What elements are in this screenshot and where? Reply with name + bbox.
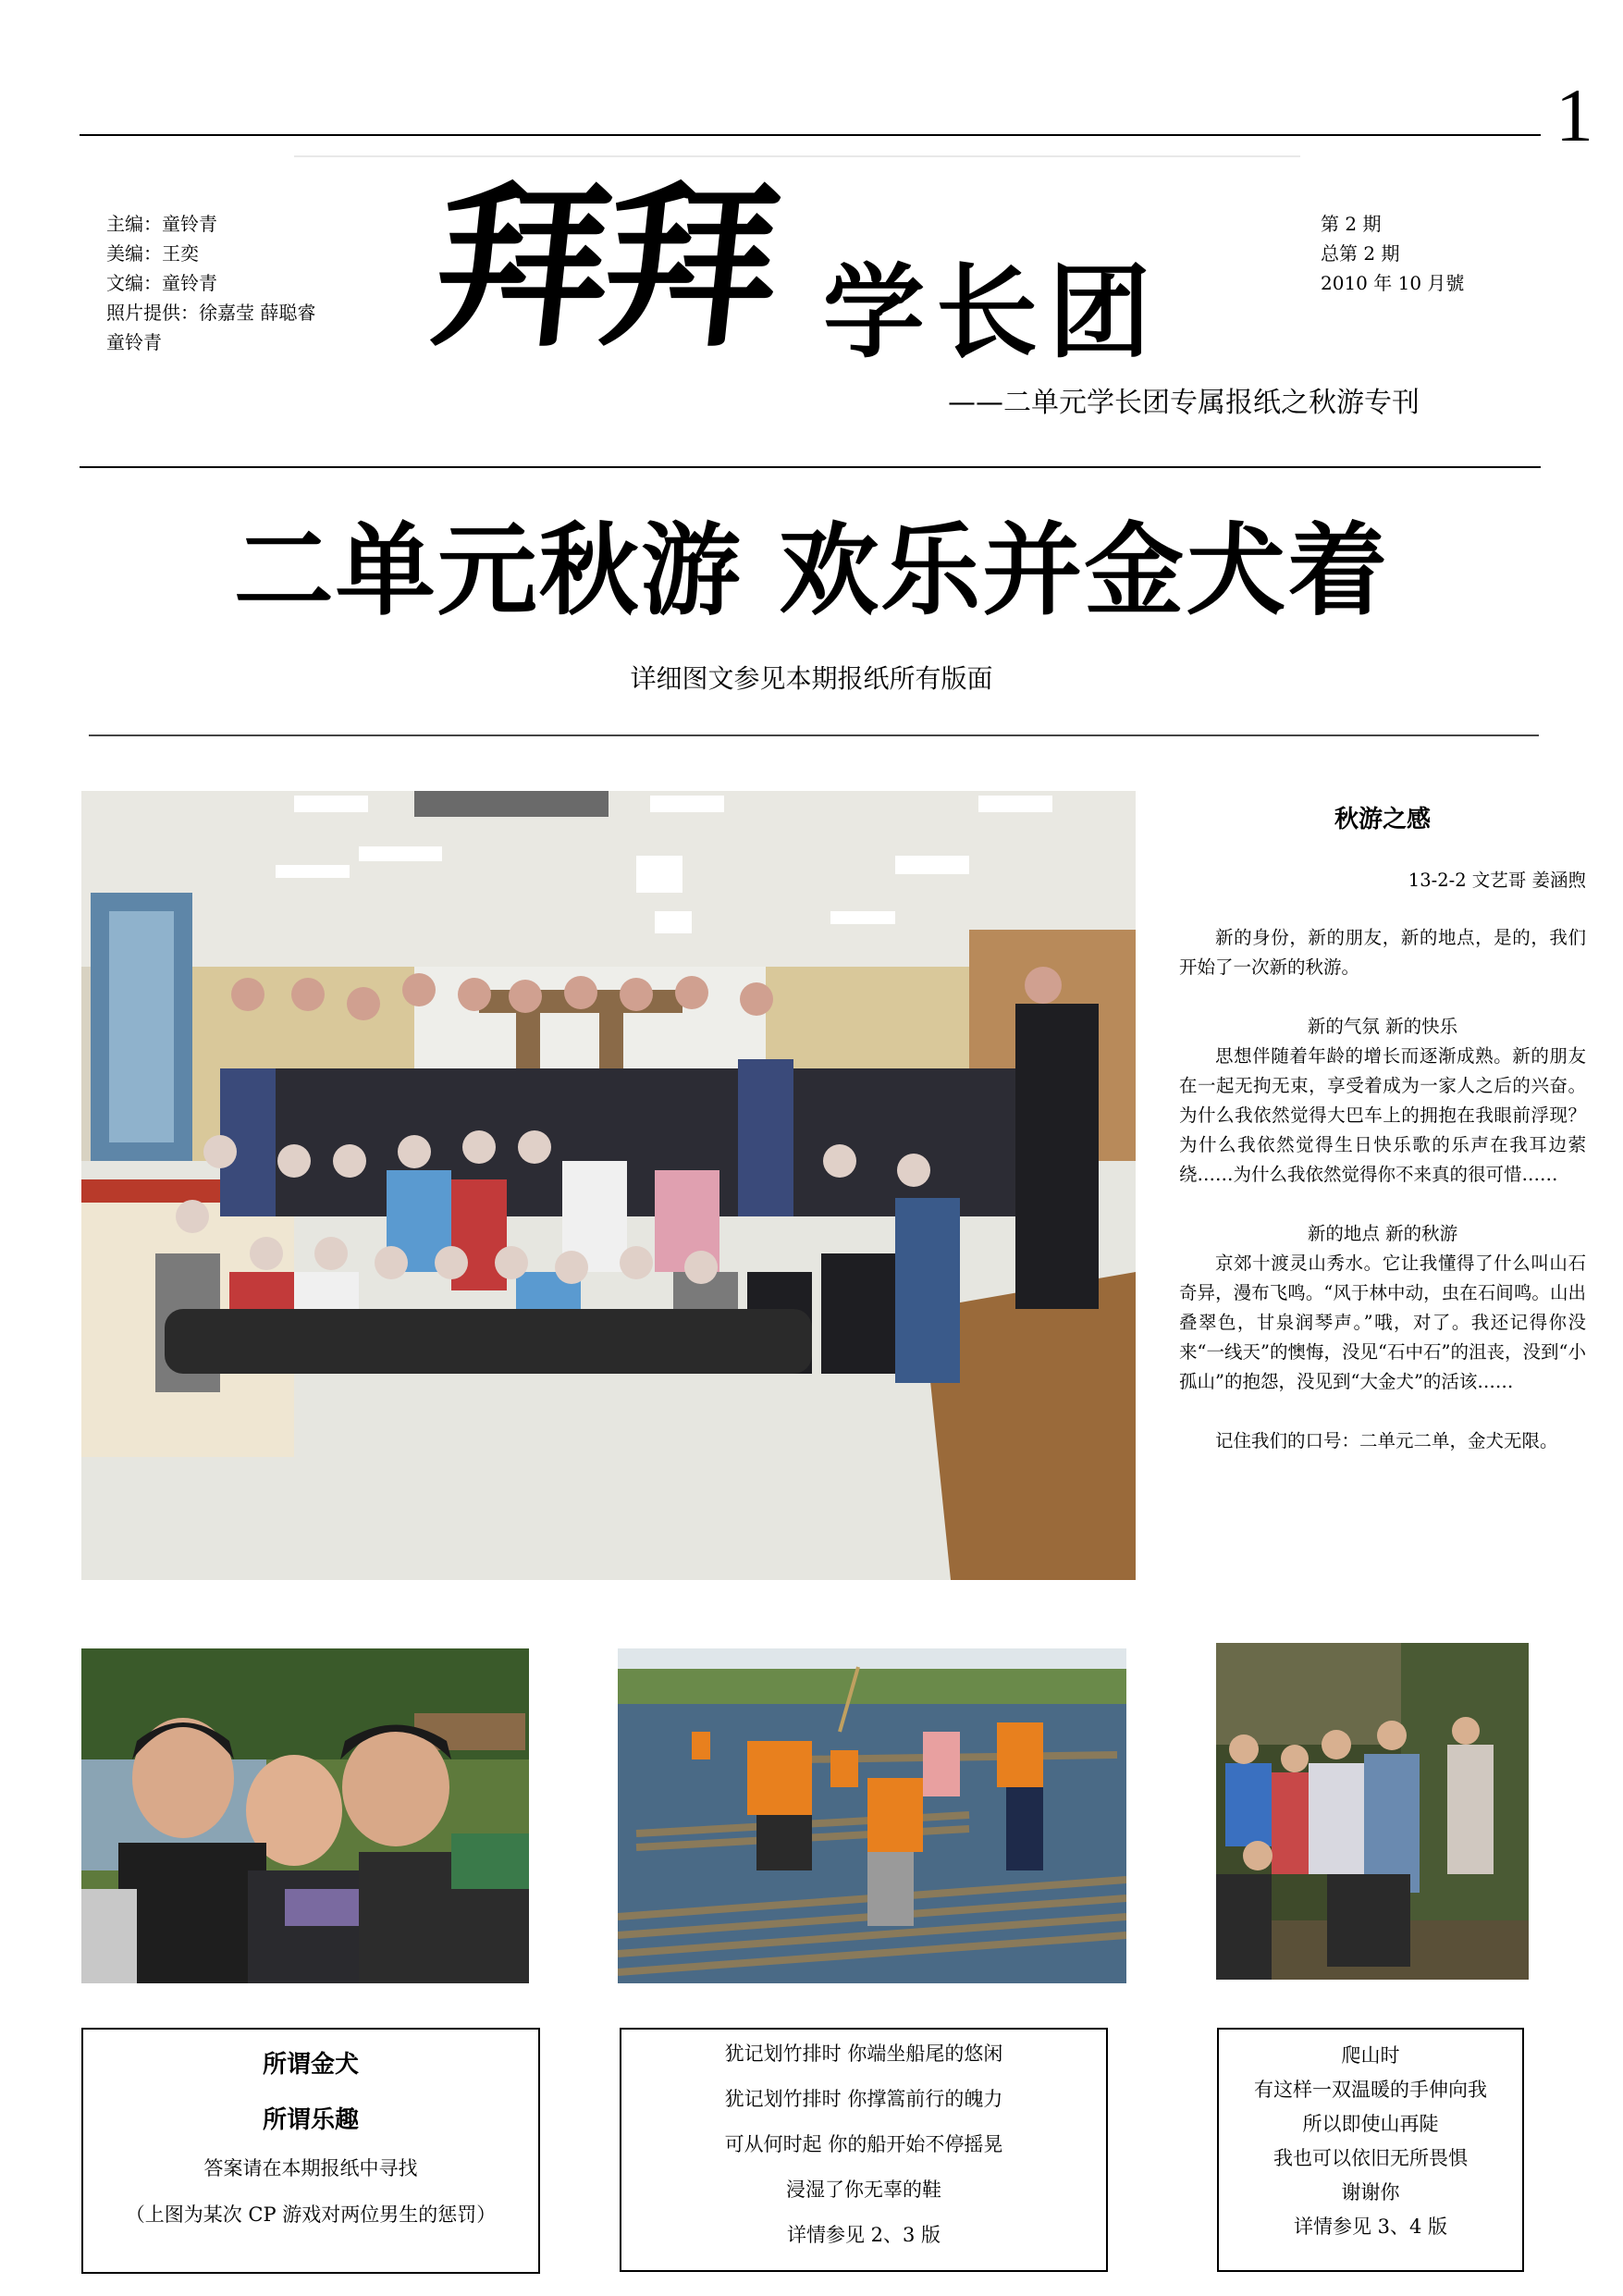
article-autumn-trip	[1179, 805, 1586, 1456]
caption-middle-line1: 犹记划竹排时 你端坐船尾的悠闲	[724, 2043, 1003, 2065]
caption-box-middle	[620, 2028, 1108, 2272]
masthead-subtitle: ——二单元学长团专属报纸之秋游专刊	[948, 387, 1420, 419]
caption-right-line1: 爬山时	[1341, 2044, 1400, 2067]
section-divider	[89, 734, 1539, 736]
caption-box-left	[81, 2028, 540, 2274]
article-paragraph: 思想伴随着年龄的增长而逐渐成熟。新的朋友在一起无拘无束，享受着成为一家人之后的兴奋。为什么我依然觉得大巴车上的拥抱在我眼前浮现？为什么我依然觉得生日快乐歌的乐声在我耳边萦绕……为什么我依然觉得你不来真的很可惜……	[1179, 1045, 1586, 1185]
page-number: 1	[1555, 73, 1593, 157]
main-headline: 二单元秋游 欢乐并金犬着	[233, 513, 1390, 629]
caption-left-line4: （上图为某次 CP 游戏对两位男生的惩罚）	[125, 2203, 497, 2226]
credit-art-editor: 美编：王奕	[106, 242, 199, 265]
top-rule	[80, 134, 1541, 136]
article-paragraph: 新的身份，新的朋友，新的地点，是的，我们开始了一次新的秋游。	[1179, 927, 1586, 978]
credit-writer: 文编：童铃青	[106, 272, 217, 294]
credit-photos-cont: 童铃青	[106, 331, 162, 353]
group-photo	[81, 791, 1136, 1580]
caption-right-line2: 有这样一双温暖的手伸向我	[1254, 2079, 1487, 2101]
masthead-logo	[416, 157, 1248, 398]
article-section-title: 新的气氛 新的快乐	[1307, 1016, 1458, 1037]
caption-middle-line5: 详情参见 2、3 版	[786, 2224, 941, 2246]
credits-block	[106, 209, 365, 357]
hiking-photo	[1216, 1643, 1529, 1980]
caption-right-line6: 详情参见 3、4 版	[1293, 2216, 1448, 2238]
caption-left-line2: 所谓乐趣	[262, 2106, 359, 2134]
caption-middle-line3: 可从何时起 你的船开始不停摇晃	[724, 2133, 1003, 2155]
article-title: 秋游之感	[1334, 806, 1431, 833]
article-paragraph: 记住我们的口号：二单元二单，金犬无限。	[1215, 1430, 1558, 1451]
headline-subtitle: 详细图文参见本期报纸所有版面	[630, 663, 993, 694]
article-byline: 13-2-2 文艺哥 姜涵煦	[1408, 870, 1586, 891]
caption-middle-line4: 浸湿了你无辜的鞋	[786, 2179, 941, 2201]
masthead-title-rest: 学长团	[823, 253, 1162, 372]
caption-right-line3: 所以即使山再陡	[1302, 2113, 1439, 2135]
issue-date: 2010 年 10 月號	[1321, 272, 1465, 294]
credit-editor: 主编：童铃青	[106, 213, 217, 235]
masthead-title-main: 拜拜	[424, 166, 782, 370]
boys-selfie-photo	[81, 1648, 529, 1983]
bamboo-raft-photo	[618, 1648, 1126, 1983]
caption-left-line1: 所谓金犬	[262, 2051, 359, 2079]
masthead-bottom-rule	[80, 466, 1541, 468]
caption-box-right	[1217, 2028, 1524, 2272]
caption-right-line5: 谢谢你	[1341, 2181, 1400, 2203]
article-section-title: 新的地点 新的秋游	[1307, 1223, 1458, 1244]
issue-total: 总第 2 期	[1321, 242, 1400, 265]
issue-info	[1321, 209, 1464, 298]
caption-middle-line2: 犹记划竹排时 你撑篙前行的魄力	[724, 2088, 1003, 2110]
caption-left-line3: 答案请在本期报纸中寻找	[203, 2157, 418, 2179]
caption-right-line4: 我也可以依旧无所畏惧	[1273, 2147, 1468, 2169]
credit-photos: 照片提供：徐嘉莹 薛聪睿	[106, 302, 316, 324]
issue-number: 第 2 期	[1321, 213, 1382, 235]
article-paragraph: 京郊十渡灵山秀水。它让我懂得了什么叫山石奇异，漫布飞鸣。“风于林中动，虫在石间鸣。山出叠翠色，甘泉润琴声。”哦，对了。我还记得你没来“一线天”的懊悔，没见“石中石”的沮丧，没到“小孤山”的抱怨，没见到“大金犬”的活该……	[1179, 1253, 1586, 1392]
